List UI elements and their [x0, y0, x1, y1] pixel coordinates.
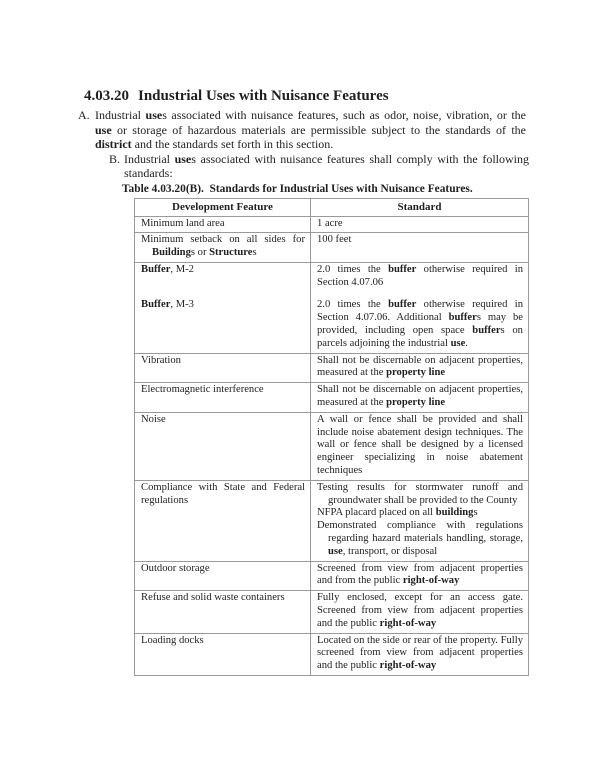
text-block: Noise — [141, 413, 166, 425]
standard-cell — [311, 591, 529, 633]
table-row — [135, 291, 529, 353]
text-block: 2.0 times the buffer otherwise required in Section 4.07.06. Additional buffers may be provided, including open space buffers on parcels adjoining the industrial use. — [317, 299, 523, 349]
table-row — [135, 591, 529, 633]
text-block: A wall or fence shall be provided and shall include noise abatement design techniques. The wall or fence shall be designed by a licensed engineer specializing in noise abatement techniques — [317, 413, 523, 477]
feature-cell — [135, 561, 311, 591]
text-block: Shall not be discernable on adjacent properties, measured at the property line — [317, 384, 523, 409]
table-row — [135, 633, 529, 675]
text-block: Buffer, M-2 — [141, 263, 194, 275]
table-caption: Table 4.03.20(B). Standards for Industrial Uses with Nuisance Features. — [122, 182, 473, 195]
standard-cell — [311, 291, 529, 353]
page-content — [78, 88, 530, 676]
table-row — [135, 233, 529, 263]
standard-cell — [311, 353, 529, 383]
paragraph-a-text: Industrial uses associated with nuisance features, such as odor, noise, vibration, or the use or storage of hazardous materials are permissible subject to the standards of the district and the standards set forth in this section. — [95, 108, 526, 151]
table-row — [135, 262, 529, 291]
text-block: Testing results for stormwater runoff and groundwater shall be provided to the County — [317, 481, 523, 506]
paragraph-b — [109, 152, 529, 181]
text-block: 2.0 times the buffer otherwise required in Section 4.07.06 — [317, 263, 523, 288]
table-row — [135, 412, 529, 480]
section-number: 4.03.20 — [84, 88, 129, 104]
table-row — [135, 561, 529, 591]
text-block: Minimum setback on all sides for Buildings or Structures — [141, 234, 305, 259]
text-block: Loading docks — [141, 634, 204, 646]
feature-cell — [135, 383, 311, 413]
text-block: Demonstrated compliance with regulations regarding hazard materials handling, storage, use, transport, or disposal — [317, 520, 523, 557]
standard-cell — [311, 561, 529, 591]
section-title: Industrial Uses with Nuisance Features — [138, 88, 389, 104]
paragraph-b-marker: B. — [109, 151, 121, 166]
feature-cell — [135, 591, 311, 633]
feature-cell — [135, 412, 311, 480]
text-block: 100 feet — [317, 234, 352, 246]
table-body — [135, 216, 529, 676]
text-block: Electromagnetic interference — [141, 384, 264, 396]
standard-cell — [311, 262, 529, 291]
table-row — [135, 216, 529, 233]
text-block: Screened from view from adjacent properties and from the public right-of-way — [317, 562, 523, 587]
feature-cell — [135, 353, 311, 383]
paragraph-a — [78, 108, 526, 152]
feature-cell — [135, 216, 311, 233]
text-block: Compliance with State and Federal regulations — [141, 481, 305, 506]
section-heading — [84, 88, 530, 104]
column-header-standard: Standard — [311, 198, 529, 216]
standards-table — [134, 198, 529, 677]
paragraph-b-text: Industrial uses associated with nuisance features shall comply with the following standards: — [124, 151, 530, 180]
text-block: Vibration — [141, 354, 181, 366]
text-block: Outdoor storage — [141, 562, 210, 574]
text-block: 1 acre — [317, 217, 343, 229]
column-header-development-feature: Development Feature — [135, 198, 311, 216]
paragraph-a-marker: A. — [78, 108, 90, 122]
feature-cell — [135, 233, 311, 263]
feature-cell — [135, 480, 311, 561]
feature-cell — [135, 262, 311, 291]
standard-cell — [311, 233, 529, 263]
table-row — [135, 383, 529, 413]
standard-cell — [311, 633, 529, 675]
standard-cell — [311, 412, 529, 480]
standard-cell — [311, 383, 529, 413]
table-row — [135, 480, 529, 561]
text-block: Located on the side or rear of the property. Fully screened from view from adjacent properties and the public right-of-way — [317, 634, 523, 672]
text-block: Fully enclosed, except for an access gate. Screened from view from adjacent properties and the public right-of-way — [317, 592, 523, 629]
table-row — [135, 353, 529, 383]
table-header-row — [135, 198, 529, 216]
standard-cell — [311, 480, 529, 561]
text-block: Shall not be discernable on adjacent properties, measured at the property line — [317, 354, 523, 379]
text-block: Minimum land area — [141, 217, 225, 229]
text-block: Refuse and solid waste containers — [141, 592, 285, 604]
feature-cell — [135, 291, 311, 353]
feature-cell — [135, 633, 311, 675]
text-block: NFPA placard placed on all buildings — [317, 507, 478, 519]
standard-cell — [311, 216, 529, 233]
text-block: Buffer, M-3 — [141, 299, 194, 311]
